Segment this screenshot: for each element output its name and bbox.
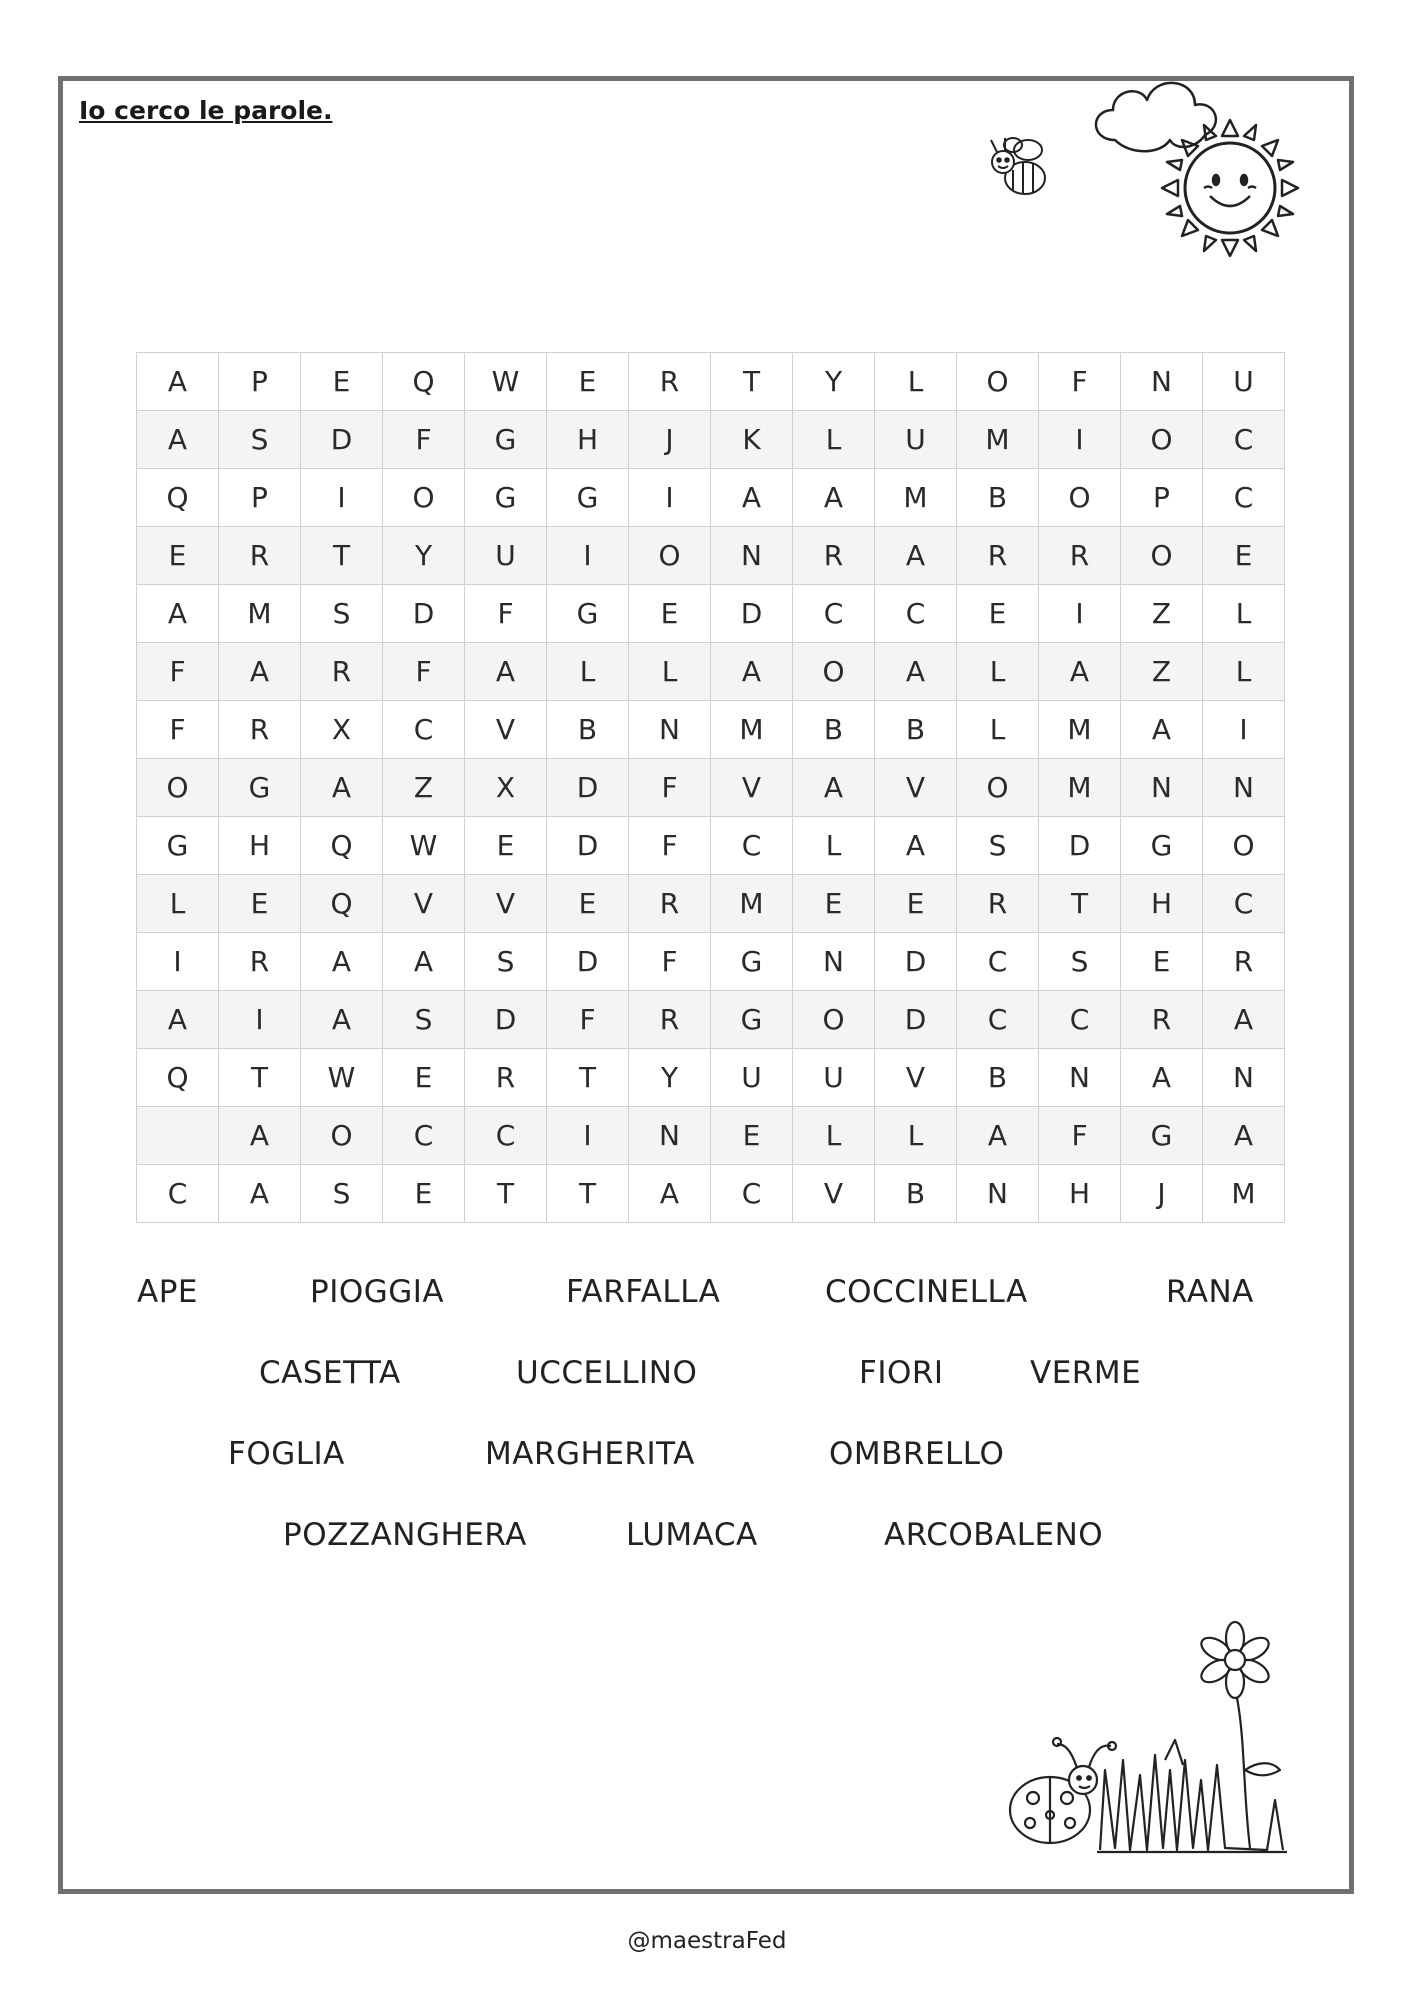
grid-cell: R — [629, 991, 711, 1049]
grid-row — [137, 701, 1285, 759]
grid-cell: N — [629, 701, 711, 759]
grid-cell: A — [1203, 991, 1285, 1049]
word-pozzanghera: POZZANGHERA — [283, 1517, 527, 1553]
word-lumaca: LUMACA — [626, 1517, 758, 1553]
grid-cell: R — [219, 933, 301, 991]
grid-cell: F — [137, 701, 219, 759]
grid-cell: S — [301, 585, 383, 643]
grid-cell: O — [383, 469, 465, 527]
grid-cell: F — [547, 991, 629, 1049]
grid-cell: R — [793, 527, 875, 585]
grid-cell: T — [301, 527, 383, 585]
grid-cell: E — [547, 875, 629, 933]
grid-cell: X — [465, 759, 547, 817]
grid-row — [137, 411, 1285, 469]
grid-cell: P — [219, 353, 301, 411]
grid-cell: J — [1121, 1165, 1203, 1223]
grid-cell: U — [793, 1049, 875, 1107]
grid-row — [137, 991, 1285, 1049]
grid-cell: L — [957, 701, 1039, 759]
grid-row — [137, 1107, 1285, 1165]
grid-row — [137, 759, 1285, 817]
grid-cell: M — [1039, 701, 1121, 759]
grid-cell: W — [301, 1049, 383, 1107]
grid-cell: W — [465, 353, 547, 411]
grid-cell: I — [1039, 585, 1121, 643]
grid-cell: A — [1039, 643, 1121, 701]
grid-cell: A — [219, 643, 301, 701]
grid-cell: Q — [383, 353, 465, 411]
word-rana: RANA — [1166, 1274, 1254, 1310]
grid-cell: L — [793, 411, 875, 469]
grid-cell: N — [1121, 353, 1203, 411]
grid-cell: O — [1121, 527, 1203, 585]
grid-cell: O — [1039, 469, 1121, 527]
grid-cell: L — [1203, 643, 1285, 701]
grid-cell: C — [1203, 469, 1285, 527]
grid-cell: S — [465, 933, 547, 991]
grid-cell: D — [383, 585, 465, 643]
grid-cell: E — [547, 353, 629, 411]
word-pioggia: PIOGGIA — [310, 1274, 445, 1310]
grid-cell: T — [219, 1049, 301, 1107]
grid-cell: A — [875, 527, 957, 585]
grid-cell: F — [629, 817, 711, 875]
grid-cell: V — [465, 701, 547, 759]
grid-cell: B — [547, 701, 629, 759]
grid-cell: C — [383, 1107, 465, 1165]
grid-cell: Q — [137, 1049, 219, 1107]
grid-cell: L — [875, 353, 957, 411]
grid-cell: U — [465, 527, 547, 585]
grid-cell: D — [711, 585, 793, 643]
grid-cell: J — [629, 411, 711, 469]
grid-cell: D — [547, 817, 629, 875]
grid-row — [137, 527, 1285, 585]
grid-cell: X — [301, 701, 383, 759]
sun-cloud-illustration — [1085, 70, 1340, 275]
grid-cell: I — [301, 469, 383, 527]
grid-cell: L — [793, 1107, 875, 1165]
grid-cell: O — [301, 1107, 383, 1165]
grid-cell: A — [137, 353, 219, 411]
grid-cell: C — [711, 1165, 793, 1223]
grid-cell: A — [219, 1107, 301, 1165]
grid-row — [137, 817, 1285, 875]
grid-cell: M — [711, 875, 793, 933]
grid-cell: A — [793, 469, 875, 527]
grid-cell: C — [1039, 991, 1121, 1049]
grid-cell: H — [1039, 1165, 1121, 1223]
grid-cell: B — [793, 701, 875, 759]
grid-cell: V — [465, 875, 547, 933]
grid-cell: A — [383, 933, 465, 991]
grid-cell: D — [1039, 817, 1121, 875]
grid-cell: R — [629, 875, 711, 933]
grid-cell: I — [629, 469, 711, 527]
grid-cell: O — [957, 353, 1039, 411]
grid-cell: M — [957, 411, 1039, 469]
grid-cell: E — [465, 817, 547, 875]
word-ombrello: OMBRELLO — [829, 1436, 1005, 1472]
grid-cell: O — [1121, 411, 1203, 469]
grid-cell: H — [1121, 875, 1203, 933]
grid-cell: R — [1039, 527, 1121, 585]
grid-cell: G — [465, 469, 547, 527]
grid-cell: C — [875, 585, 957, 643]
grid-cell: L — [137, 875, 219, 933]
grid-cell: C — [1203, 411, 1285, 469]
grid-cell: S — [301, 1165, 383, 1223]
grid-cell: G — [219, 759, 301, 817]
grid-cell: G — [1121, 1107, 1203, 1165]
grid-cell: A — [875, 817, 957, 875]
grid-cell: M — [1203, 1165, 1285, 1223]
grid-cell: Z — [383, 759, 465, 817]
grid-cell: C — [957, 991, 1039, 1049]
grid-row — [137, 933, 1285, 991]
grid-cell: L — [875, 1107, 957, 1165]
grid-cell: G — [137, 817, 219, 875]
grid-cell: L — [547, 643, 629, 701]
grid-cell: G — [711, 991, 793, 1049]
grid-cell: E — [793, 875, 875, 933]
page-title: Io cerco le parole. — [79, 96, 333, 125]
word-uccellino: UCCELLINO — [516, 1355, 698, 1391]
grid-cell: U — [1203, 353, 1285, 411]
grid-cell: Y — [383, 527, 465, 585]
grid-cell — [137, 1107, 219, 1165]
grid-cell: P — [219, 469, 301, 527]
grid-cell: B — [957, 1049, 1039, 1107]
grid-cell: F — [137, 643, 219, 701]
grid-cell: M — [219, 585, 301, 643]
grid-cell: S — [957, 817, 1039, 875]
grid-cell: D — [301, 411, 383, 469]
grid-cell: O — [1203, 817, 1285, 875]
grid-row — [137, 1049, 1285, 1107]
grid-cell: D — [875, 991, 957, 1049]
grid-cell: V — [875, 1049, 957, 1107]
grid-row — [137, 643, 1285, 701]
grid-cell: D — [547, 933, 629, 991]
grid-cell: V — [383, 875, 465, 933]
grid-cell: C — [957, 933, 1039, 991]
grid-cell: N — [1203, 759, 1285, 817]
word-farfalla: FARFALLA — [566, 1274, 721, 1310]
grid-cell: F — [465, 585, 547, 643]
grid-cell: E — [137, 527, 219, 585]
grid-cell: A — [219, 1165, 301, 1223]
grid-cell: O — [957, 759, 1039, 817]
grid-cell: B — [957, 469, 1039, 527]
word-coccinella: COCCINELLA — [825, 1274, 1028, 1310]
grid-cell: C — [711, 817, 793, 875]
grid-cell: G — [547, 585, 629, 643]
grid-cell: F — [1039, 353, 1121, 411]
grid-cell: L — [793, 817, 875, 875]
grid-cell: A — [711, 469, 793, 527]
grid-cell: O — [793, 643, 875, 701]
grid-cell: I — [1039, 411, 1121, 469]
grid-cell: S — [383, 991, 465, 1049]
grid-cell: G — [711, 933, 793, 991]
grid-cell: T — [465, 1165, 547, 1223]
grid-cell: C — [465, 1107, 547, 1165]
grid-cell: R — [629, 353, 711, 411]
word-foglia: FOGLIA — [228, 1436, 345, 1472]
grid-cell: A — [793, 759, 875, 817]
grid-cell: N — [629, 1107, 711, 1165]
grid-cell: S — [219, 411, 301, 469]
grid-cell: O — [793, 991, 875, 1049]
grid-cell: D — [547, 759, 629, 817]
grid-cell: E — [1203, 527, 1285, 585]
grid-row — [137, 585, 1285, 643]
grid-cell: N — [1203, 1049, 1285, 1107]
grid-cell: S — [1039, 933, 1121, 991]
grid-cell: B — [875, 1165, 957, 1223]
grid-cell: A — [1203, 1107, 1285, 1165]
grid-cell: C — [1203, 875, 1285, 933]
grid-cell: M — [711, 701, 793, 759]
grid-cell: V — [875, 759, 957, 817]
grid-cell: R — [957, 875, 1039, 933]
word-arcobaleno: ARCOBALENO — [884, 1517, 1104, 1553]
grid-cell: N — [711, 527, 793, 585]
grid-cell: N — [957, 1165, 1039, 1223]
grid-cell: R — [465, 1049, 547, 1107]
grid-row — [137, 469, 1285, 527]
grid-cell: I — [219, 991, 301, 1049]
grid-cell: E — [1121, 933, 1203, 991]
grid-cell: A — [137, 585, 219, 643]
word-ape: APE — [137, 1274, 198, 1310]
grid-cell: M — [875, 469, 957, 527]
grid-row — [137, 1165, 1285, 1223]
grid-cell: W — [383, 817, 465, 875]
grid-cell: E — [219, 875, 301, 933]
grid-cell: A — [629, 1165, 711, 1223]
grid-cell: T — [547, 1165, 629, 1223]
grid-cell: A — [875, 643, 957, 701]
word-verme: VERME — [1030, 1355, 1142, 1391]
grid-cell: V — [711, 759, 793, 817]
grid-cell: A — [465, 643, 547, 701]
grid-row — [137, 353, 1285, 411]
grid-cell: G — [1121, 817, 1203, 875]
grid-cell: R — [301, 643, 383, 701]
grid-row — [137, 875, 1285, 933]
grid-cell: R — [219, 527, 301, 585]
grid-cell: D — [875, 933, 957, 991]
grid-cell: E — [711, 1107, 793, 1165]
grid-cell: F — [1039, 1107, 1121, 1165]
grid-cell: F — [629, 933, 711, 991]
grid-cell: R — [957, 527, 1039, 585]
grid-cell: K — [711, 411, 793, 469]
grid-cell: A — [301, 933, 383, 991]
grid-cell: I — [547, 1107, 629, 1165]
grid-cell: F — [383, 411, 465, 469]
grid-cell: A — [1121, 701, 1203, 759]
grid-cell: Y — [793, 353, 875, 411]
grid-cell: I — [137, 933, 219, 991]
grid-cell: F — [383, 643, 465, 701]
grid-cell: O — [629, 527, 711, 585]
grid-cell: L — [629, 643, 711, 701]
grid-cell: T — [711, 353, 793, 411]
grid-cell: B — [875, 701, 957, 759]
grid-cell: V — [793, 1165, 875, 1223]
grid-cell: H — [219, 817, 301, 875]
grid-cell: C — [793, 585, 875, 643]
grid-cell: A — [1121, 1049, 1203, 1107]
grid-cell: E — [383, 1165, 465, 1223]
grid-cell: I — [1203, 701, 1285, 759]
grid-cell: E — [301, 353, 383, 411]
word-casetta: CASETTA — [259, 1355, 401, 1391]
grid-cell: A — [711, 643, 793, 701]
grid-cell: Q — [137, 469, 219, 527]
grid-cell: C — [137, 1165, 219, 1223]
grid-cell: O — [137, 759, 219, 817]
word-margherita: MARGHERITA — [485, 1436, 695, 1472]
grid-cell: G — [465, 411, 547, 469]
grid-cell: R — [1203, 933, 1285, 991]
grid-cell: G — [547, 469, 629, 527]
word-search-grid — [136, 352, 1285, 1223]
footer-credit: @maestraFed — [627, 1928, 787, 1954]
grid-cell: M — [1039, 759, 1121, 817]
grid-cell: U — [711, 1049, 793, 1107]
grid-cell: F — [629, 759, 711, 817]
grid-cell: E — [629, 585, 711, 643]
grid-cell: Q — [301, 875, 383, 933]
grid-cell: P — [1121, 469, 1203, 527]
grid-cell: E — [957, 585, 1039, 643]
grid-cell: T — [547, 1049, 629, 1107]
grid-cell: E — [383, 1049, 465, 1107]
grid-cell: A — [137, 411, 219, 469]
grid-cell: A — [301, 759, 383, 817]
grid-cell: Z — [1121, 643, 1203, 701]
grid-cell: Z — [1121, 585, 1203, 643]
grid-cell: R — [1121, 991, 1203, 1049]
grid-cell: N — [793, 933, 875, 991]
grid-cell: R — [219, 701, 301, 759]
grid-cell: N — [1121, 759, 1203, 817]
grid-cell: I — [547, 527, 629, 585]
grid-cell: D — [465, 991, 547, 1049]
grid-cell: T — [1039, 875, 1121, 933]
grid-cell: Q — [301, 817, 383, 875]
bee-icon — [983, 130, 1063, 210]
grid-cell: L — [1203, 585, 1285, 643]
grid-cell: C — [383, 701, 465, 759]
grid-cell: A — [301, 991, 383, 1049]
grid-cell: E — [875, 875, 957, 933]
flower-ladybug-illustration — [1005, 1620, 1290, 1860]
grid-cell: N — [1039, 1049, 1121, 1107]
word-fiori: FIORI — [859, 1355, 944, 1391]
grid-cell: A — [137, 991, 219, 1049]
grid-cell: L — [957, 643, 1039, 701]
grid-cell: U — [875, 411, 957, 469]
grid-cell: A — [957, 1107, 1039, 1165]
grid-cell: H — [547, 411, 629, 469]
grid-cell: Y — [629, 1049, 711, 1107]
